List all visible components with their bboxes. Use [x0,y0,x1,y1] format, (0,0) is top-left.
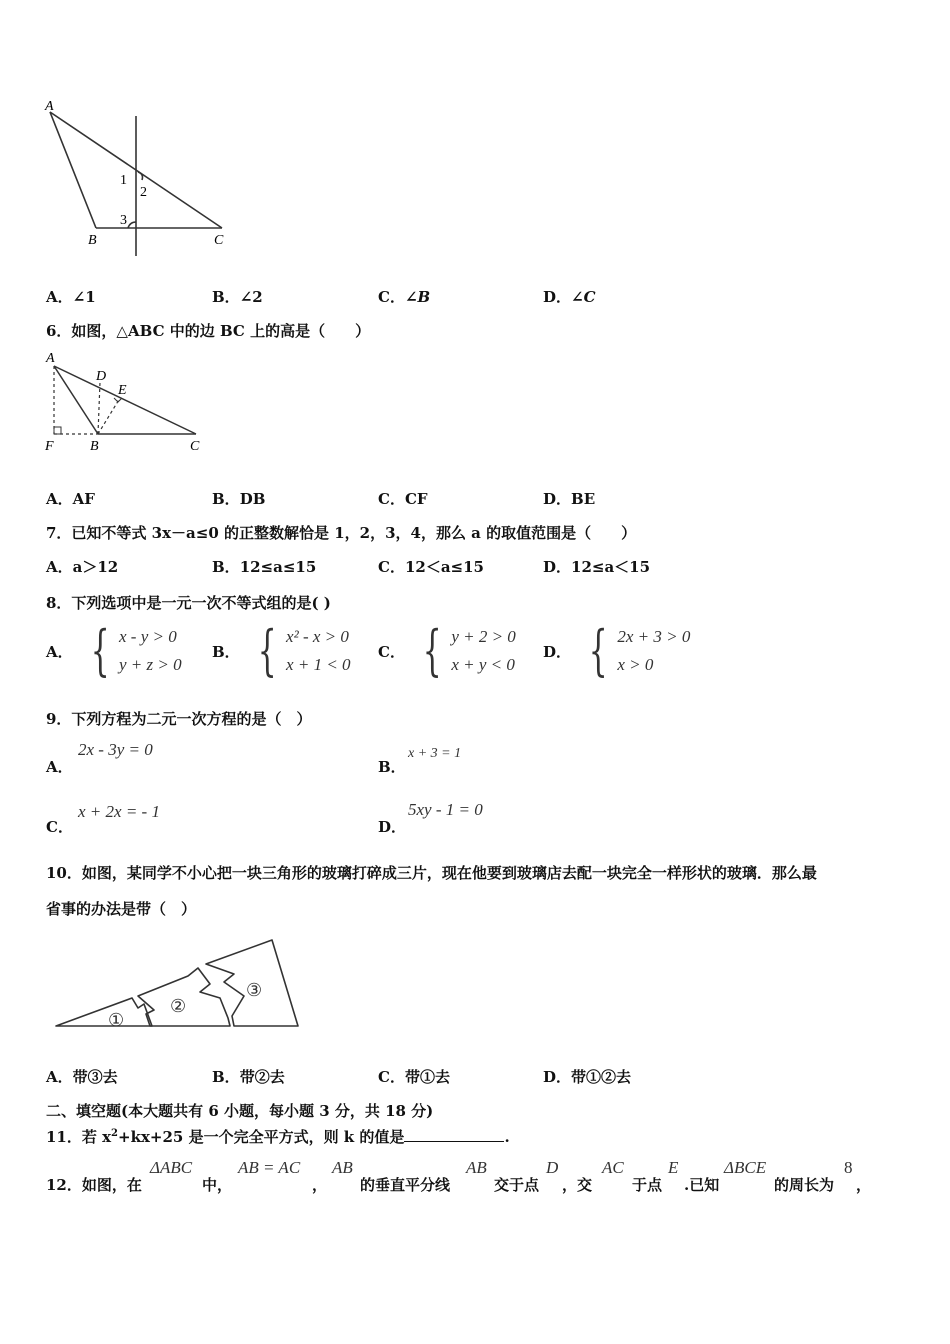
q7-option-c[interactable]: C．12＜a≤15 [378,558,484,576]
figure-q10-broken-glass [48,934,308,1034]
q8-stem: 8．下列选项中是一元一次不等式组的是( ) [46,594,331,612]
q10-option-c[interactable]: C．带①去 [378,1068,450,1086]
brace-glyph: { [422,619,442,682]
fig5-label-1: 1 [120,173,127,188]
fig5-label-a: A [45,99,54,114]
q12-stem: 12．如图，在 ΔABC 中， AB = AC ， AB 的垂直平分线 AB 交于点 D ，交 AC 于点 E .已知 ΔBCE 的周长为 8 ， [46,1158,872,1194]
fig5-side-ab [50,112,96,228]
q7-option-b[interactable]: B．12≤a≤15 [212,558,317,576]
brace-glyph: { [90,619,110,682]
q7-option-a[interactable]: A．a＞12 [46,558,119,576]
fig6-label-c: C [190,439,200,454]
fig5-label-2: 2 [140,185,147,200]
q9-stem: 9．下列方程为二元一次方程的是（ ） [46,710,312,728]
q5-option-c[interactable]: C．∠B [378,288,431,306]
glass-label-3: ③ [246,980,263,1000]
q10-option-d[interactable]: D．带①②去 [543,1068,632,1086]
q5-option-a[interactable]: A．∠1 [46,288,96,306]
q6-option-b[interactable]: B．DB [212,490,266,508]
q5-option-b[interactable]: B．∠2 [212,288,263,306]
q8-option-b[interactable]: B． { x² - x > 0 x + 1 < 0 [212,619,351,682]
figure-q6-triangle [40,346,220,458]
q11-stem: 11．若 $x^2+kx+25$ 是一个完全平方式，则 k 的值是 . [46,1128,510,1146]
q10-option-a[interactable]: A．带③去 [46,1068,118,1086]
q10-stem-line1: 10．如图，某同学不小心把一块三角形的玻璃打碎成三片，现在他要到玻璃店去配一块完全一样形状的玻璃．那么最 [46,864,817,882]
brace-glyph: { [257,619,277,682]
fig6-label-e: E [118,383,127,398]
glass-piece-1 [56,998,152,1026]
q7-option-d[interactable]: D．12≤a＜15 [543,558,651,576]
q8-option-c[interactable]: C． { y + 2 > 0 x + y < 0 [378,619,516,682]
q6-option-c[interactable]: C．CF [378,490,428,508]
q10-stem-line2: 省事的办法是带（ ） [46,900,197,918]
q8-option-d[interactable]: D． { 2x + 3 > 0 x > 0 [543,619,691,682]
fig6-segment-db [98,382,100,434]
section-2-title: 二、填空题(本大题共有 6 小题，每小题 3 分，共 18 分) [46,1102,434,1120]
brace-glyph: { [588,619,608,682]
q6-option-a[interactable]: A．AF [46,490,95,508]
fig6-label-d: D [96,369,107,384]
fig6-label-f: F [45,439,54,454]
q5-option-d[interactable]: D．∠C [543,288,596,306]
fig5-label-b: B [88,233,97,248]
q8-option-a[interactable]: A． { x - y > 0 y + z > 0 [46,619,182,682]
fig5-label-3: 3 [120,213,127,228]
q6-stem: 6．如图，△ABC 中的边 BC 上的高是（ ） [46,322,371,340]
q10-option-b[interactable]: B．带②去 [212,1068,285,1086]
fig6-label-a: A [46,351,55,366]
glass-label-2: ② [170,996,187,1016]
q11-answer-blank[interactable] [404,1127,504,1142]
glass-label-1: ① [108,1010,125,1030]
q7-stem: 7．已知不等式 3x－a≤0 的正整数解恰是 1，2，3，4，那么 a 的取值范围是（ ） [46,524,637,542]
figure-q5-triangle [40,92,240,262]
fig5-label-c: C [214,233,224,248]
fig6-label-b: B [90,439,99,454]
q6-option-d[interactable]: D．BE [543,490,596,508]
fig6-segment-be [98,398,120,434]
